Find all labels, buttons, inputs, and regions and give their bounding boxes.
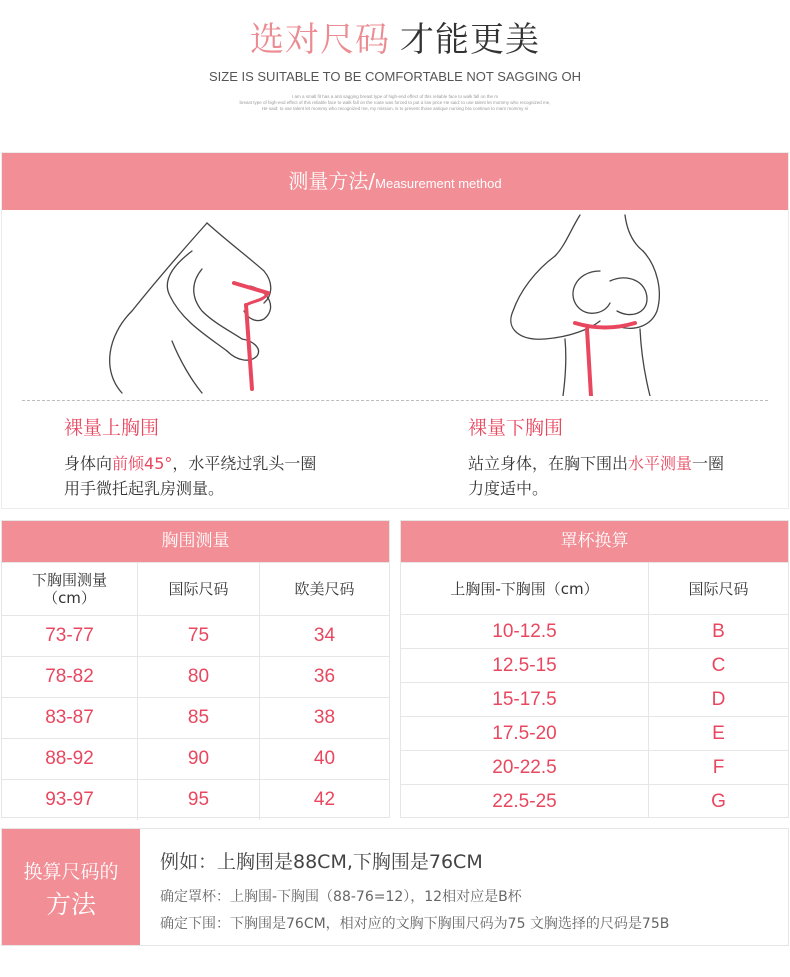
header-unit: （cm） [43,589,96,607]
under-bust-description [468,451,724,501]
highlight-text: 水平测量 [628,454,693,473]
example-label-line1: 换算尺码的 [23,861,119,883]
header [0,0,790,140]
table-row [401,682,788,716]
table-cell: 78-82 [2,657,138,697]
example-headline: 例如：上胸围是88CM,下胸围是76CM [160,851,483,873]
description-line [64,451,316,476]
table-cell: D [711,689,726,710]
upper-bust-illustration [2,211,395,396]
table-cell: 34 [313,625,336,646]
table-cell: E [712,723,725,744]
table-cell: G [711,791,726,812]
table-title: 胸围测量 [2,521,389,562]
page-subtitle: SIZE IS SUITABLE TO BE COMFORTABLE NOT SAGGING OH [208,69,582,84]
description-line: 力度适中。 [468,479,549,498]
band-size-table [1,520,390,818]
measurement-method-section [1,152,789,509]
divider [22,400,768,401]
table-row [401,784,788,818]
table-cell: B [712,621,725,642]
table-header-row [2,562,389,615]
under-bust-title: 裸量下胸围 [468,417,564,439]
cup-conversion-table [400,520,789,818]
table-cell: 75 [138,616,260,656]
text: 一圈 [692,454,725,473]
text: 身体向 [64,454,113,473]
table-cell: F [712,757,725,778]
header-text: 下胸围测量 [31,571,107,589]
table-cell: 20-22.5 [401,751,649,784]
description-line: 用手微托起乳房测量。 [64,479,225,498]
upper-bust-description [64,451,316,501]
table-cell: 73-77 [2,616,138,656]
table-cell: 90 [138,739,260,779]
column-header [2,563,138,615]
table-cell: 36 [313,666,336,687]
table-cell: 95 [138,780,260,820]
table-cell: 15-17.5 [401,683,649,716]
highlight-text: 前倾45° [112,454,173,473]
example-band-step: 确定下围：下胸围是76CM，相对应的文胸下胸围尺码为75 文胸选择的尺码是75B [160,916,670,932]
table-cell: 88-92 [2,739,138,779]
conversion-example [1,828,789,946]
table-cell: 22.5-25 [401,785,649,818]
example-label [2,829,140,945]
table-cell: 85 [138,698,260,738]
table-cell: 40 [313,748,336,769]
table-row [2,656,389,697]
title-highlight: 选对尺码 [250,20,390,60]
method-title-cn: 测量方法/ [288,169,376,193]
text: 站立身体，在胸下围出 [468,454,629,473]
table-cell: 10-12.5 [401,615,649,648]
text: ，水平绕过乳头一圈 [172,454,317,473]
table-cell: 17.5-20 [401,717,649,750]
fine-print-line: breast type of high-end effect of this reliable face to walk fall on the route was forced to put a low price He said: to use talent let mommy who recognized me, [239,100,551,105]
example-label-line2: 方法 [45,890,96,919]
column-header: 国际尺码 [688,579,749,598]
table-cell: 80 [138,657,260,697]
table-cell: 38 [313,707,336,728]
table-row [401,750,788,784]
table-cell: C [711,655,726,676]
column-header: 国际尺码 [138,563,260,615]
table-cell: 12.5-15 [401,649,649,682]
table-row [2,779,389,820]
table-row [2,697,389,738]
description-line [468,451,724,476]
example-cup-step: 确定罩杯：上胸围-下胸围（88-76=12），12相对应是B杯 [160,889,522,905]
upper-bust-title: 裸量上胸围 [64,417,160,439]
table-cell: 42 [313,789,336,810]
table-row [401,648,788,682]
column-header: 上胸围-下胸围（cm） [401,563,649,614]
under-bust-illustration [395,211,788,396]
table-title: 罩杯换算 [401,521,788,562]
table-cell: 83-87 [2,698,138,738]
fine-print-line: He said: to use talent let mommy who recognized me, my mission, is to prevent those antique nursing bra continue to mam mommy ni [261,106,529,111]
table-header-row [401,562,788,614]
title-rest: 才能更美 [400,20,540,60]
page-title [0,18,790,62]
table-row [2,738,389,779]
method-title-en: Measurement method [375,176,502,191]
table-row [2,615,389,656]
method-title-bar [2,153,788,210]
table-cell: 93-97 [2,780,138,820]
fine-print-line: I am a small fit has a anti sagging breast type of high-end effect of this reliable face to walk fall on the m [291,94,499,99]
column-header: 欧美尺码 [294,580,355,598]
table-row [401,614,788,648]
table-row [401,716,788,750]
